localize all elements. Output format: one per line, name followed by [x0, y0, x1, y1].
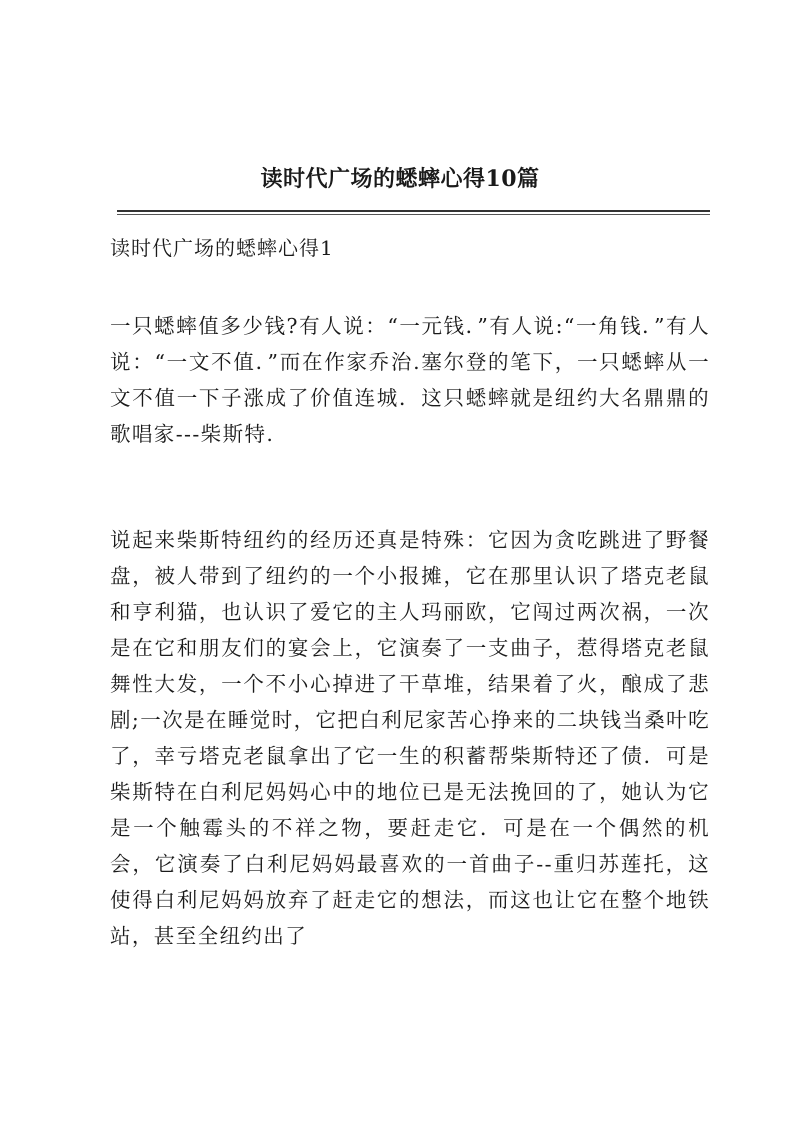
section-heading: 读时代广场的蟋蟀心得1: [110, 236, 334, 260]
document-title: 读时代广场的蟋蟀心得10篇: [260, 166, 540, 192]
paragraph-1: 一只蟋蟀值多少钱?有人说：“一元钱．”有人说:“一角钱．”有人说：“一文不值．”而在作家乔治.塞尔登的笔下，一只蟋蟀从一文不值一下子涨成了价值连城．这只蟋蟀就是纽约大名鼎鼎的歌唱家---柴斯特.: [110, 314, 710, 446]
title-divider: [117, 210, 710, 212]
paragraph-2: 说起来柴斯特纽约的经历还真是特殊：它因为贪吃跳进了野餐盘，被人带到了纽约的一个小报摊，它在那里认识了塔克老鼠和亨利猫，也认识了爱它的主人玛丽欧，它闯过两次祸，一次是在它和朋友们的宴会上，它演奏了一支曲子，惹得塔克老鼠舞性大发，一个不小心掉进了干草堆，结果着了火，酿成了悲剧;一次是在睡觉时，它把白利尼家苦心挣来的二块钱当桑叶吃了，幸亏塔克老鼠拿出了它一生的积蓄帮柴斯特还了债．可是柴斯特在白利尼妈妈心中的地位已是无法挽回的了，她认为它是一个触霉头的不祥之物，要赶走它．可是在一个偶然的机会，它演奏了白利尼妈妈最喜欢的一首曲子--重归苏莲托，这使得白利尼妈妈放弃了赶走它的想法，而这也让它在整个地铁站，甚至全纽约出了: [110, 528, 710, 948]
title-divider-thin: [117, 214, 710, 215]
